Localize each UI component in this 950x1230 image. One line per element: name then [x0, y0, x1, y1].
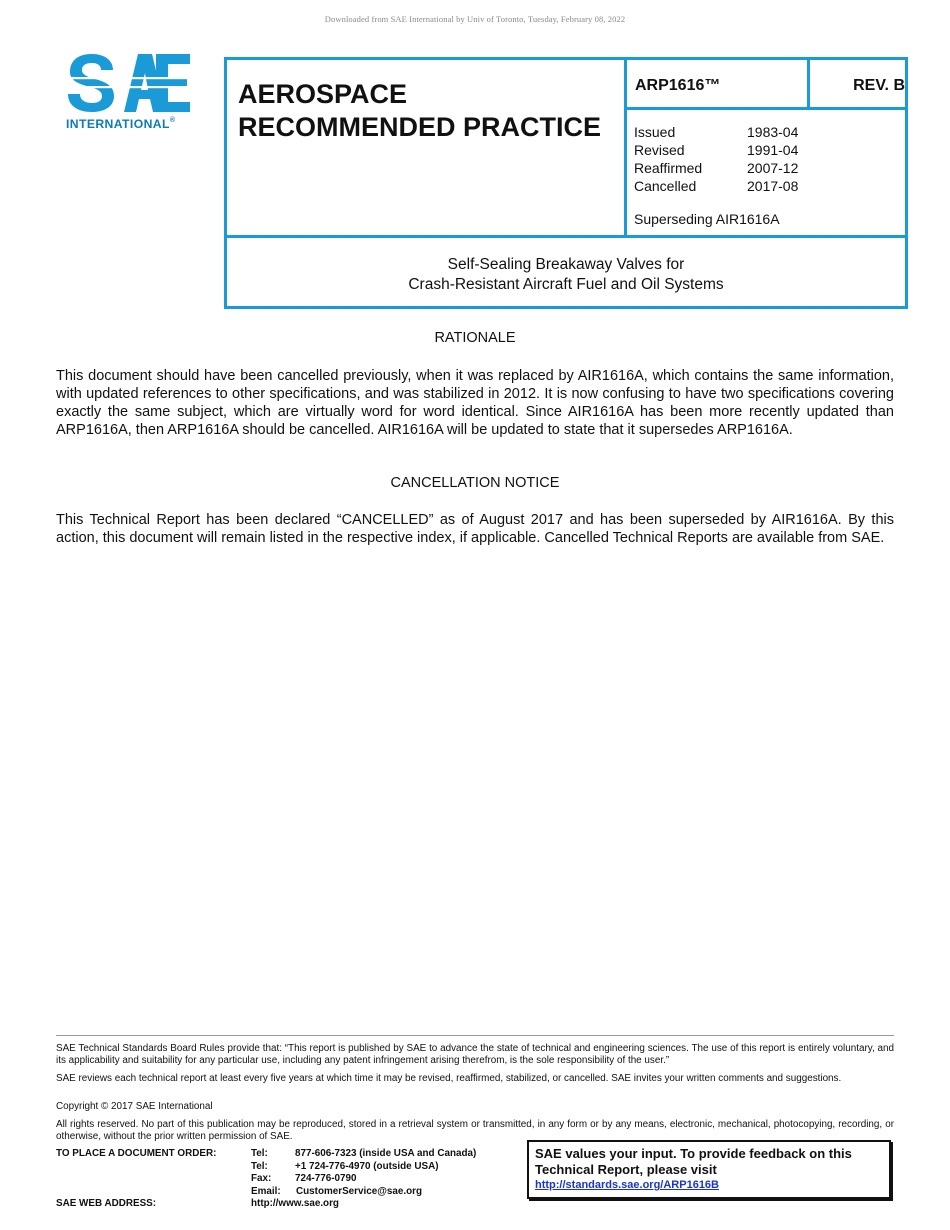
feedback-box — [527, 1140, 891, 1199]
contact-tel2-value: +1 724-776-4970 (outside USA) — [295, 1161, 439, 1172]
footer-rules: SAE Technical Standards Board Rules provide that: “This report is published by SAE to advance the state of technical and engineering sciences. The use of this report is entirely voluntary, and its applicability and suitability for any particular use, including any patent infringement arising therefrom, is the sole responsibility of the user.” — [56, 1043, 894, 1066]
date-row-cancelled: Cancelled 2017-08 — [634, 178, 799, 194]
web-address-label: SAE WEB ADDRESS: — [56, 1198, 157, 1209]
contact-tel-value: 877-606-7323 (inside USA and Canada) — [295, 1148, 477, 1159]
document-subject: Self-Sealing Breakaway Valves for Crash-Resistant Aircraft Fuel and Oil Systems — [408, 256, 724, 293]
rationale-heading: RATIONALE — [434, 330, 516, 346]
feedback-link[interactable]: http://standards.sae.org/ARP1616B — [535, 1179, 719, 1191]
contact-tel2-label: Tel: — [251, 1161, 268, 1172]
cancellation-text: This Technical Report has been declared “CANCELLED” as of August 2017 and has been superseded by AIR1616A. By this action, this document will remain listed in the respective index, if applicable. Cancelled Technical Reports are available from SAE. — [56, 512, 894, 546]
revision-label: REV. B — [853, 77, 905, 94]
cancellation-heading: CANCELLATION NOTICE — [390, 475, 560, 491]
rationale-text: This document should have been cancelled previously, when it was replaced by AIR1616A, which contains the same information, with updated references to other specifications, and was stabilized in 2012. It is now confusing to have two specifications covering exactly the same subject, which are virtually word for word identical. Since AIR1616A has been more recently updated than ARP1616A, then ARP1616A should be cancelled. AIR1616A will be updated to state that it supersedes ARP1616A. — [56, 368, 894, 438]
subject-box — [224, 235, 908, 309]
date-row-revised: Revised 1991-04 — [634, 142, 799, 158]
footer-review: SAE reviews each technical report at least every five years at which time it may be revised, reaffirmed, stabilized, or cancelled. SAE invites your written comments and suggestions. — [56, 1073, 842, 1084]
date-row-issued: Issued 1983-04 — [634, 124, 799, 140]
web-address-link[interactable]: http://www.sae.org — [251, 1198, 339, 1209]
superseding-note: Superseding AIR1616A — [634, 211, 780, 227]
sae-logo-mark — [66, 53, 191, 113]
footer-rights: All rights reserved. No part of this publication may be reproduced, stored in a retrieval system or transmitted, in any form or by any means, electronic, mechanical, photocopying, recording, or otherwise, without the prior written permission of SAE. — [56, 1119, 894, 1142]
footer-copyright: Copyright © 2017 SAE International — [56, 1101, 213, 1112]
sae-logo — [66, 53, 191, 133]
contact-fax-value: 724-776-0790 — [295, 1173, 357, 1184]
order-label: TO PLACE A DOCUMENT ORDER: — [56, 1148, 217, 1159]
date-row-reaffirmed: Reaffirmed 2007-12 — [634, 160, 799, 176]
revision-box — [807, 57, 908, 110]
doc-number: ARP1616™ — [635, 77, 721, 94]
contact-tel-label: Tel: — [251, 1148, 268, 1159]
contact-email-link[interactable]: CustomerService@sae.org — [296, 1186, 422, 1197]
download-watermark: Downloaded from SAE International by Univ of Toronto, Tuesday, February 08, 2022 — [324, 14, 626, 24]
dates-box — [624, 107, 908, 238]
doc-type-box — [224, 57, 627, 238]
logo-tagline: INTERNATIONAL® — [66, 117, 176, 131]
doc-type-title: AEROSPACE RECOMMENDED PRACTICE — [238, 79, 602, 142]
feedback-message: SAE values your input. To provide feedback on this Technical Report, please visit — [535, 1146, 852, 1177]
footer-divider — [56, 1035, 894, 1036]
contact-email-label: Email: — [251, 1186, 281, 1197]
doc-number-box — [624, 57, 810, 110]
contact-fax-label: Fax: — [251, 1173, 272, 1184]
